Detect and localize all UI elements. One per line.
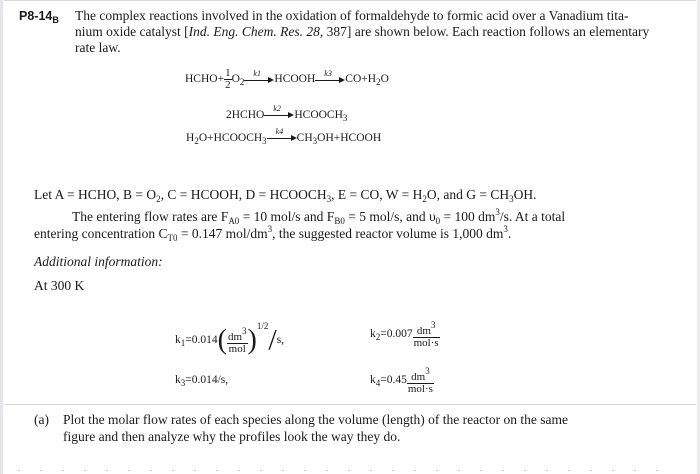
k2-constant: $k_2=0.007$ $\frac{dm^3}{\text{mol·s}}$ bbox=[370, 320, 439, 349]
arrow-k3: k3 bbox=[315, 75, 345, 85]
question-a-line-2: figure and then analyze why the profiles look the way they do. bbox=[63, 429, 401, 444]
arrow-k2: k2 bbox=[264, 110, 294, 120]
reaction-2: 2HCHO k2 $HCOOCH_3$ bbox=[226, 104, 348, 123]
temperature: At 300 K bbox=[34, 278, 85, 293]
citation: Ind. Eng. Chem. Res. 28, bbox=[188, 24, 324, 39]
left-edge bbox=[0, 0, 3, 474]
k1-constant: $k_1=0.014$( $\frac{dm^3}{\text{mol}}$ )$^{1/2}$/s, bbox=[175, 321, 285, 357]
additional-info-heading: Additional information: bbox=[34, 254, 163, 269]
arrow-k4: k4 bbox=[267, 133, 297, 143]
intro-line-3: rate law. bbox=[75, 40, 121, 55]
top-rule bbox=[4, 0, 696, 1]
problem-number: $P8-14_B$ bbox=[19, 9, 59, 25]
species-definitions: Let A = HCHO, $B = O_2$, C = HCOOH, $D = HCOOCH_3$, E = CO, $W = H_2O$, and $G = CH_3OH$. bbox=[34, 187, 537, 204]
question-a-line-1: Plot the molar flow rates of each species along the volume (length) of the reactor on the same bbox=[63, 412, 568, 427]
arrow-k1: k1 bbox=[244, 75, 274, 85]
section-divider bbox=[4, 404, 696, 405]
question-a-label: (a) bbox=[34, 412, 49, 427]
k4-constant: $k_4=0.45$ $\frac{dm^3}{\text{mol·s}}$ bbox=[370, 366, 433, 395]
k3-constant: $k_3=0.014/s$, bbox=[175, 374, 229, 388]
intro-line-1: The complex reactions involved in the oxidation of formaldehyde to formic acid over a Vanadium tita- bbox=[75, 8, 629, 23]
intro-line-2: nium oxide catalyst [Ind. Eng. Chem. Res. 28, 387] are shown below. Each reaction follows an elementary bbox=[75, 24, 650, 39]
reaction-1: HCHO+ $\frac{1}{2}$ $O_2$ k1 HCOOH k3 $CO+H_2O$ bbox=[185, 67, 389, 91]
bottom-dotted-border bbox=[18, 470, 678, 471]
reaction-3: $H_2O+HCOOCH_3$ k4 $CH_3OH+HCOOH$ bbox=[186, 127, 382, 146]
flow-rates-line: The entering flow rates are $F_{A0} = 10$ mol/s and $F_{B0} = 5$ mol/s, and $\upsilon_0 = 100$ $dm^3/s$. At a total bbox=[72, 207, 566, 226]
concentration-line: entering concentration $C_{T0} = 0.147$ mol/$dm^3$, the suggested reactor volume is 1,000 $dm^3$. bbox=[34, 224, 512, 243]
k1-exponent: 1/2 bbox=[256, 321, 269, 331]
half-fraction: $\frac{1}{2}$ bbox=[225, 67, 231, 91]
